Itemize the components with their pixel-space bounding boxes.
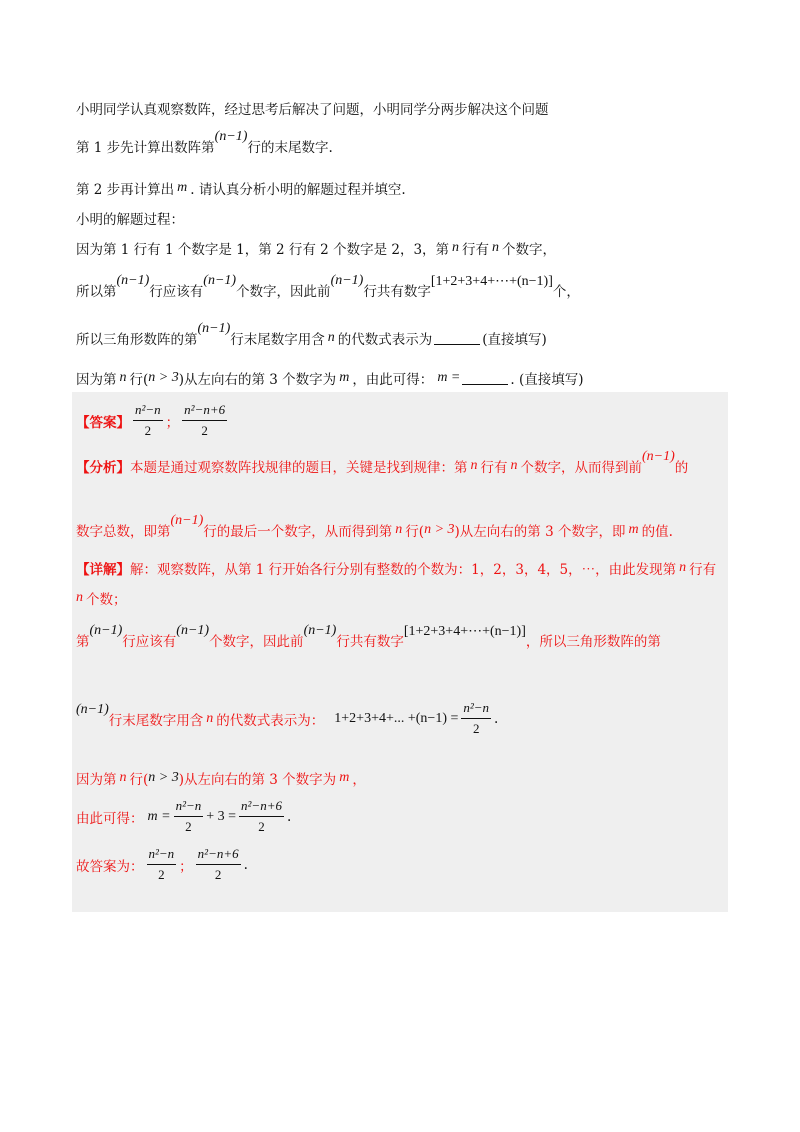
line4-d: ，由此可得：: [352, 372, 434, 388]
line2-c: 个数字，因此前: [236, 284, 331, 300]
line4-eq: m =: [437, 370, 461, 385]
detail-sum-den: 2: [472, 721, 480, 736]
detail-line4-m: m: [339, 770, 350, 785]
detail-line-2: [76, 588, 127, 608]
answer-blank-1[interactable]: [434, 332, 480, 345]
analysis-expr2: (n−1): [170, 513, 204, 528]
detail-line2-a: 第: [76, 634, 90, 650]
detail-line4-b: 行(: [129, 772, 149, 788]
analysis-text-f: 行的最后一个数字，从而得到第: [203, 524, 393, 540]
intro-line: [76, 98, 549, 118]
detail-line5-f2-den: 2: [258, 819, 265, 834]
process-line-3: [76, 321, 547, 348]
line4-b: 行(: [129, 372, 149, 388]
line4-cond: n > 3: [148, 370, 179, 385]
detail-sum-expr: 1+2+3+4+... +(n−1) =: [334, 710, 459, 726]
detail-line-5: [76, 768, 366, 788]
detail-line6-f2-den: 2: [214, 867, 222, 882]
answer-frac1-num: n²−n: [133, 402, 163, 421]
step1-post: 行的末尾数字.: [247, 140, 333, 156]
process-title: [76, 208, 184, 228]
line1-n: n: [452, 240, 460, 255]
step1-line: [76, 129, 333, 156]
detail-line5-f1-den: 2: [185, 819, 192, 834]
line3-n: n: [327, 330, 335, 345]
detail-line6-end: .: [243, 856, 248, 873]
line2-expr1: (n−1): [116, 273, 150, 288]
detail-line-1: [76, 558, 716, 578]
detail-line6-f1-den: 2: [158, 867, 165, 882]
detail-line3-n: n: [206, 710, 214, 726]
detail-expr1: (n−1): [89, 623, 123, 638]
detail-line-7: [76, 846, 248, 883]
detail-line5-eq: m =: [147, 808, 171, 824]
answer-frac-2: [182, 402, 227, 439]
line4-n: n: [119, 370, 127, 385]
line4-e: . (直接填写): [510, 372, 584, 388]
answer-frac2-den: 2: [201, 423, 208, 438]
analysis-n1: n: [470, 458, 478, 473]
analysis-m: m: [628, 522, 639, 537]
line3-expr: (n−1): [197, 321, 231, 336]
answer-frac2-num: n²−n+6: [182, 402, 227, 421]
detail-line4-n: n: [119, 770, 127, 785]
line4-a: 因为第: [76, 372, 117, 388]
line3-a: 所以三角形数阵的第: [76, 332, 198, 348]
detail-line4-d: ，: [352, 772, 366, 788]
detail-n1: n: [679, 560, 687, 575]
process-line-4: [76, 368, 584, 388]
detail-line3-end: .: [494, 710, 499, 727]
detail-expr2: (n−1): [176, 623, 210, 638]
detail-n2: n: [76, 590, 83, 605]
detail-line4-c: )从左向右的第 3 个数字为: [178, 772, 337, 788]
analysis-line-2: [76, 513, 673, 540]
detail-line2-c: 个数字，因此前: [209, 634, 304, 650]
analysis-n2: n: [510, 458, 518, 473]
detail-line6-frac1: [147, 846, 177, 883]
detail-line4-cond: n > 3: [148, 770, 179, 785]
process-line-2: [76, 273, 580, 300]
detail-line2-e: ，所以三角形数阵的第: [525, 634, 661, 650]
step2-var: m: [177, 180, 188, 195]
answer-line: [76, 402, 230, 439]
analysis-expr1: (n−1): [642, 449, 675, 464]
answer-blank-2[interactable]: [462, 372, 508, 385]
detail-line-4: [76, 700, 498, 737]
line2-d: 行共有数字: [363, 284, 431, 300]
detail-text-a: 解：观察数阵，从第 1 行开始各行分别有整数的个数为：1，2，3，4，5，⋯，由此发现第: [130, 562, 677, 578]
detail-expr3: (n−1): [303, 623, 337, 638]
analysis-text-b: 行有: [480, 460, 508, 476]
detail-line3-b: 的代数式表示为：: [216, 712, 325, 729]
line2-bracket: [1+2+3+4+⋯+(n−1)]: [430, 273, 553, 289]
step2-line: [76, 178, 406, 198]
answer-frac-1: [133, 402, 163, 439]
line1-n2: n: [492, 240, 500, 255]
analysis-label: 【分析】: [76, 460, 130, 476]
detail-text-c: 个数；: [86, 592, 127, 608]
detail-line2-d: 行共有数字: [336, 634, 404, 650]
line1-a: 因为第 1 行有 1 个数字是 1，第 2 行有 2 个数字是 2，3，第: [76, 242, 450, 258]
step1-pre: 第 1 步先计算出数阵第: [76, 140, 215, 156]
detail-line5-f2-num: n²−n+6: [239, 798, 284, 817]
line2-expr2: (n−1): [203, 273, 237, 288]
detail-text-b: 行有: [689, 562, 717, 578]
process-line-1: [76, 238, 556, 258]
detail-line3-expr: (n−1): [76, 701, 109, 717]
detail-sum-frac: [461, 700, 491, 737]
line4-m: m: [339, 370, 350, 385]
detail-sum-num: n²−n: [461, 700, 491, 719]
detail-line6-a: 故答案为：: [76, 858, 144, 875]
detail-line6-frac2: [196, 846, 241, 883]
analysis-text-d: 的: [674, 460, 689, 476]
analysis-text-h: )从左向右的第 3 个数字，即: [454, 524, 626, 540]
line3-c: 的代数式表示为: [337, 332, 433, 348]
line3-b: 行末尾数字用含: [230, 332, 325, 348]
process-title-text: 小明的解题过程：: [76, 212, 184, 228]
analysis-text-e: 数字总数，即第: [76, 524, 171, 540]
detail-line6-f2-num: n²−n+6: [196, 846, 241, 865]
detail-line5-frac2: [239, 798, 284, 835]
line2-e: 个，: [552, 284, 580, 300]
detail-line5-a: 由此可得：: [76, 810, 144, 827]
answer-frac1-den: 2: [144, 423, 152, 438]
step2-post: . 请认真分析小明的解题过程并填空.: [190, 182, 406, 198]
analysis-text-g: 行(: [405, 524, 425, 540]
detail-bracket: [1+2+3+4+⋯+(n−1)]: [403, 623, 526, 639]
step2-pre: 第 2 步再计算出: [76, 182, 175, 198]
detail-line6-f1-num: n²−n: [147, 846, 177, 865]
detail-line3-a: 行末尾数字用含: [108, 712, 204, 729]
analysis-line-1: [76, 449, 689, 476]
analysis-text-a: 本题是通过观察数阵找规律的题目，关键是找到规律：第: [130, 460, 468, 476]
step1-expr: (n−1): [214, 129, 248, 144]
analysis-cond: n > 3: [424, 522, 455, 537]
line2-a: 所以第: [76, 284, 117, 300]
analysis-text-c: 个数字，从而得到前: [520, 460, 642, 476]
detail-line4-a: 因为第: [76, 772, 117, 788]
analysis-text-i: 的值.: [641, 524, 673, 540]
line2-b: 行应该有: [149, 284, 204, 300]
analysis-n3: n: [395, 522, 403, 537]
detail-line6-sep: ；: [179, 858, 193, 875]
detail-line5-frac1: [174, 798, 204, 835]
detail-line-6: [76, 798, 291, 835]
detail-line-3: [76, 623, 661, 650]
detail-line2-b: 行应该有: [122, 634, 177, 650]
line2-expr3: (n−1): [330, 273, 364, 288]
detail-line5-f1-num: n²−n: [174, 798, 204, 817]
line1-b: 行有: [462, 242, 490, 258]
detail-line5-plus: + 3 =: [206, 808, 237, 824]
line4-c: )从左向右的第 3 个数字为: [178, 372, 337, 388]
detail-line5-end: .: [286, 808, 292, 825]
detail-label: 【详解】: [76, 562, 130, 578]
answer-sep: ；: [165, 414, 180, 431]
line3-d: (直接填写): [482, 332, 547, 348]
intro-text: 小明同学认真观察数阵，经过思考后解决了问题，小明同学分两步解决这个问题: [76, 102, 549, 118]
line1-c: 个数字，: [502, 242, 557, 258]
answer-label: 【答案】: [76, 414, 130, 431]
